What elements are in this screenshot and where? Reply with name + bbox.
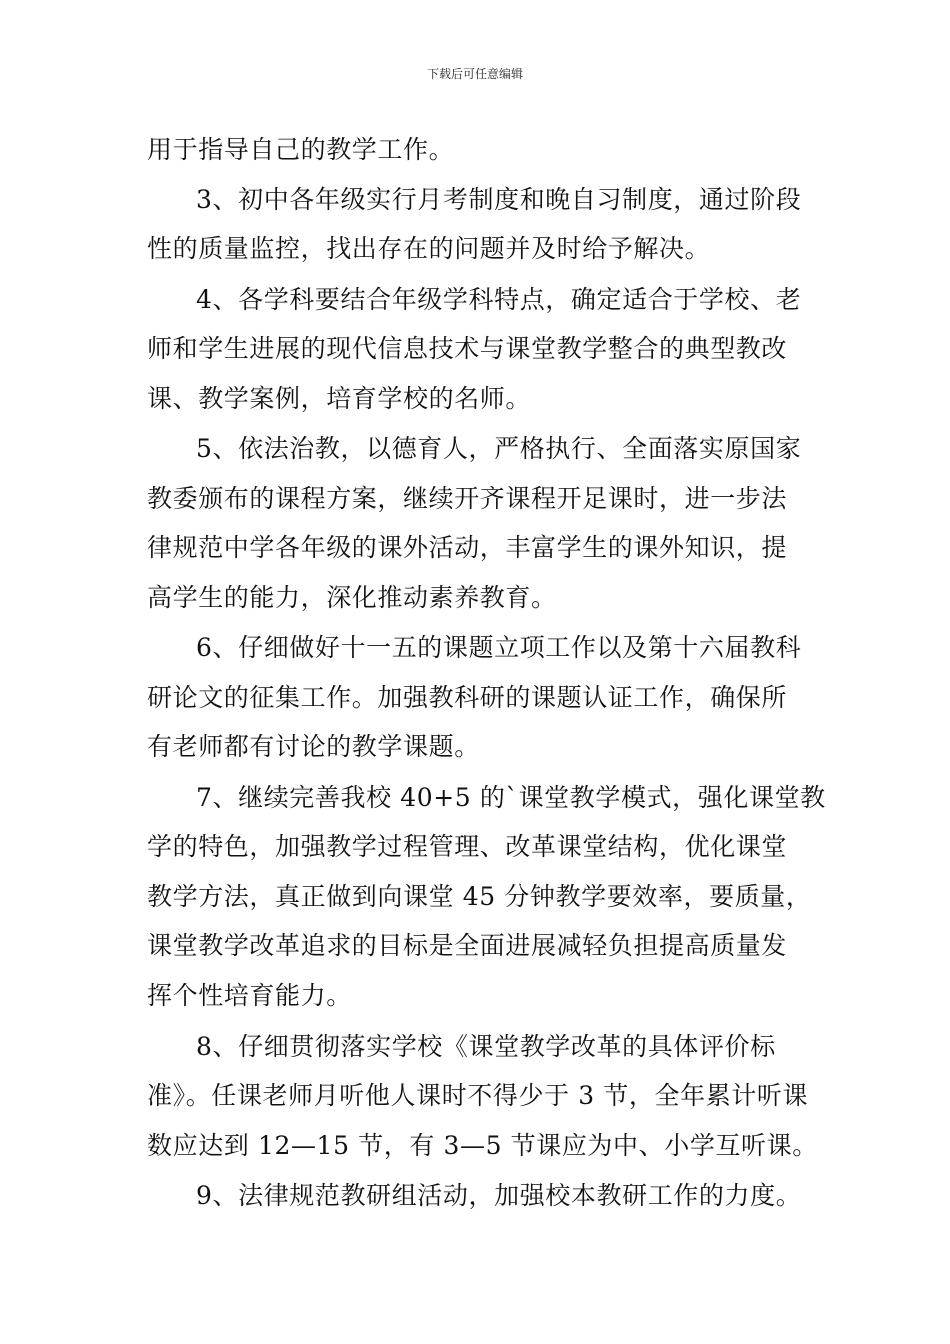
paragraph-line: 用于指导自己的教学工作。 bbox=[147, 135, 455, 164]
paragraph-line: 高学生的能力，深化推动素养教育。 bbox=[147, 583, 557, 612]
paragraph-line: 教委颁布的课程方案，继续开齐课程开足课时，进一步法 bbox=[147, 484, 788, 513]
page-header-note: 下载后可任意编辑 bbox=[426, 67, 523, 81]
paragraph-line: 律规范中学各年级的课外活动，丰富学生的课外知识，提 bbox=[147, 533, 788, 562]
paragraph-line: 挥个性培育能力。 bbox=[147, 981, 352, 1010]
paragraph-line: 8、仔细贯彻落实学校《课堂教学改革的具体评价标 bbox=[196, 1032, 776, 1061]
paragraph-line: 4、各学科要结合年级学科特点，确定适合于学校、老 bbox=[196, 285, 802, 314]
paragraph-line: 5、依法治教，以德育人，严格执行、全面落实原国家 bbox=[196, 434, 802, 463]
paragraph-line: 学的特色，加强教学过程管理、改革课堂结构，优化课堂 bbox=[147, 832, 788, 861]
paragraph-line: 师和学生进展的现代信息技术与课堂教学整合的典型教改 bbox=[147, 334, 788, 363]
paragraph-line: 教学方法，真正做到向课堂 45 分钟教学要效率，要质量， bbox=[147, 882, 812, 911]
paragraph-line: 准》。任课老师月听他人课时不得少于 3 节，全年累计听课 bbox=[147, 1081, 809, 1110]
paragraph-line: 有老师都有讨论的教学课题。 bbox=[147, 732, 480, 761]
paragraph-line: 性的质量监控，找出存在的问题并及时给予解决。 bbox=[147, 234, 711, 263]
paragraph-line: 课堂教学改革追求的目标是全面进展减轻负担提高质量发 bbox=[147, 931, 788, 960]
paragraph-line: 课、教学案例，培育学校的名师。 bbox=[147, 384, 532, 413]
paragraph-line: 数应达到 12—15 节，有 3—5 节课应为中、小学互听课。 bbox=[147, 1131, 818, 1160]
paragraph-line: 6、仔细做好十一五的课题立项工作以及第十六届教科 bbox=[196, 633, 802, 662]
paragraph-line: 7、继续完善我校 40+5 的`课堂教学模式，强化课堂教 bbox=[196, 783, 826, 812]
paragraph-line: 3、初中各年级实行月考制度和晚自习制度，通过阶段 bbox=[196, 185, 802, 214]
paragraph-line: 研论文的征集工作。加强教科研的课题认证工作，确保所 bbox=[147, 683, 788, 712]
paragraph-line: 9、法律规范教研组活动，加强校本教研工作的力度。 bbox=[196, 1181, 802, 1210]
